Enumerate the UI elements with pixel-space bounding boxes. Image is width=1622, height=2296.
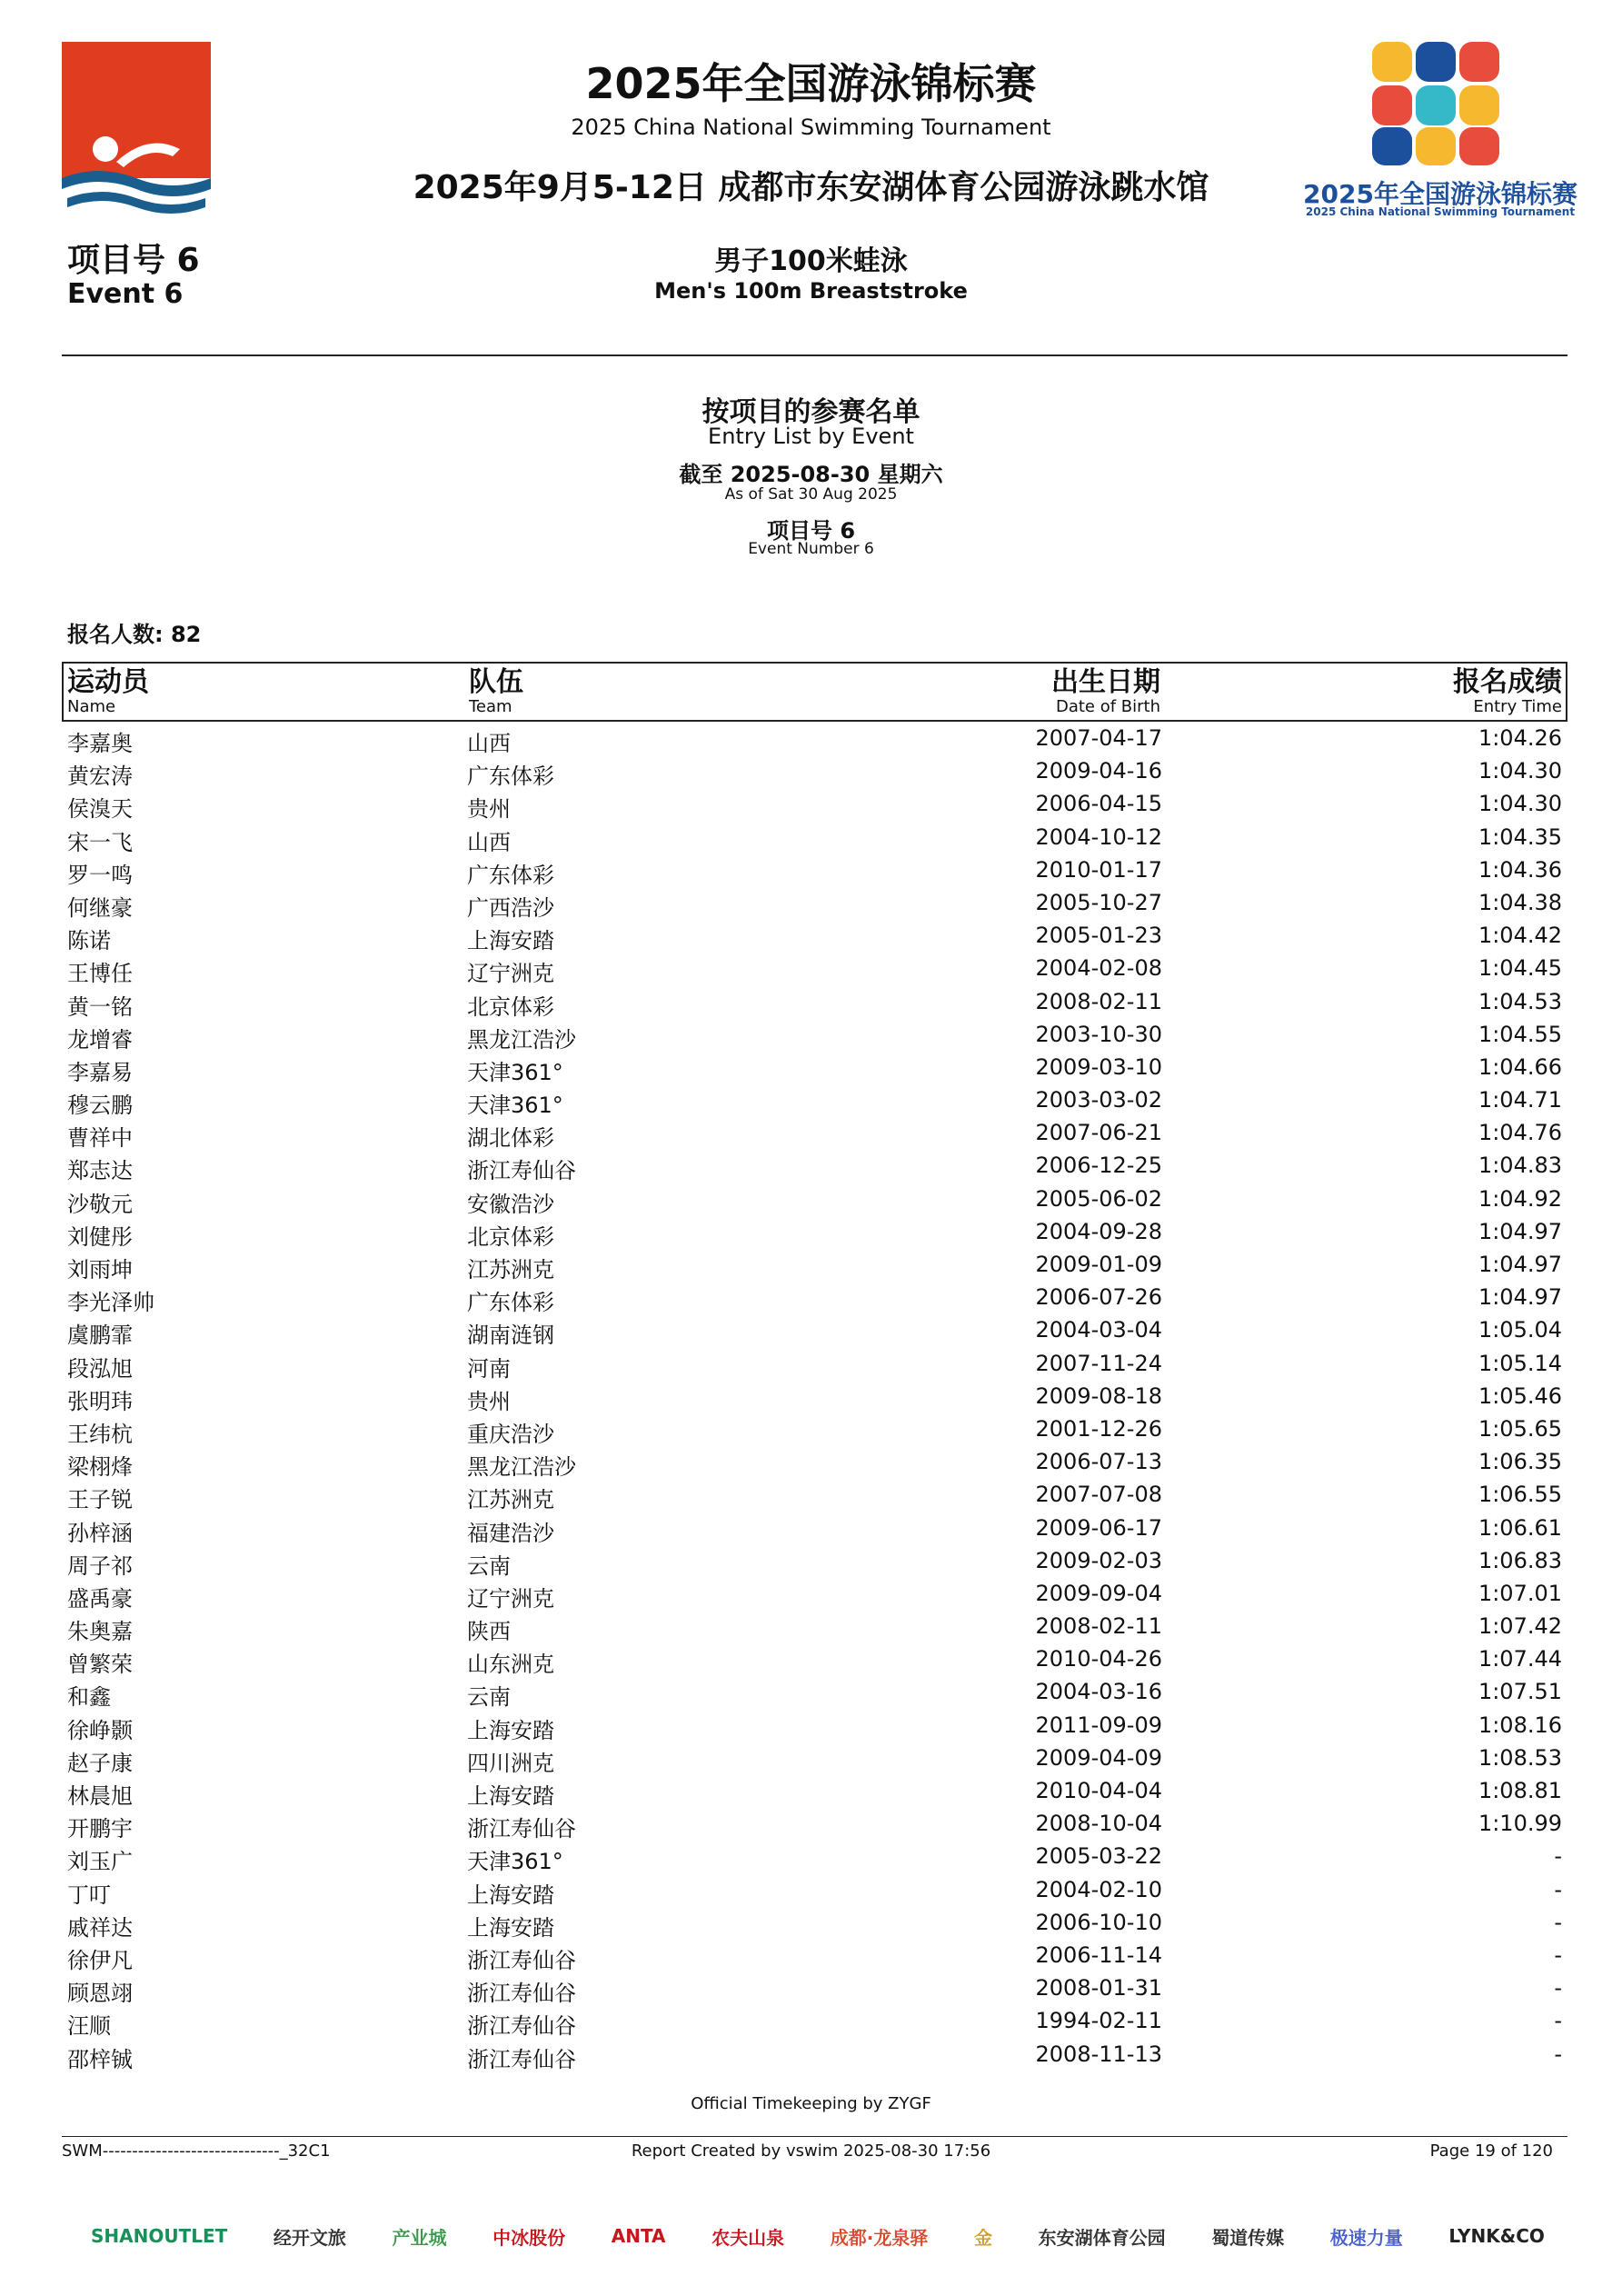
header-name-cn: 运动员 (67, 666, 149, 698)
as-of-date-cn: 截至 2025-08-30 星期六 (679, 462, 943, 487)
athlete-name: 李嘉易 (67, 1059, 133, 1085)
date-of-birth: 2004-02-10 (1035, 1876, 1162, 1902)
entry-count: 报名人数: 82 (67, 622, 202, 647)
report-created: Report Created by vswim 2025-08-30 17:56 (631, 2141, 991, 2161)
sponsor-logo: 经开文旅 (273, 2226, 346, 2249)
tournament-title-en: 2025 China National Swimming Tournament (571, 115, 1051, 140)
table-row (62, 1577, 1567, 1610)
date-of-birth: 2008-02-11 (1035, 988, 1162, 1014)
date-of-birth: 2009-04-09 (1035, 1744, 1162, 1771)
table-row (62, 1972, 1567, 2007)
team-name: 浙江寿仙谷 (467, 1947, 576, 1973)
athlete-name: 赵子康 (67, 1750, 133, 1776)
team-name: 广东体彩 (467, 764, 554, 790)
table-row (62, 1051, 1567, 1083)
athlete-name: 孙梓涵 (67, 1520, 133, 1546)
date-of-birth: 2006-11-14 (1035, 1942, 1162, 1968)
team-name: 上海安踏 (467, 1914, 554, 1941)
team-name: 天津361° (467, 1093, 563, 1119)
sponsor-logo: 成都·龙泉驿 (830, 2226, 929, 2249)
sponsor-logo: 金 (973, 2226, 992, 2249)
team-name: 四川洲克 (467, 1750, 554, 1776)
entry-time: 1:06.35 (1478, 1449, 1562, 1475)
entry-table (62, 662, 1567, 2071)
table-row (62, 1610, 1567, 1645)
table-row (62, 1675, 1567, 1711)
table-row (62, 1807, 1567, 1840)
entry-time: 1:05.46 (1478, 1383, 1562, 1409)
date-of-birth: 2004-02-08 (1035, 955, 1162, 982)
date-of-birth: 1994-02-11 (1035, 2008, 1162, 2034)
entry-time: 1:06.55 (1478, 1482, 1562, 1508)
entry-time: 1:08.53 (1478, 1744, 1562, 1771)
entry-time: 1:04.38 (1478, 889, 1562, 915)
list-title-en: Entry List by Event (708, 424, 914, 449)
date-of-birth: 2005-10-27 (1035, 889, 1162, 915)
team-name: 广西浩沙 (467, 894, 554, 921)
athlete-name: 朱奥嘉 (67, 1619, 133, 1645)
table-row (62, 1939, 1567, 1972)
date-of-birth: 2001-12-26 (1035, 1415, 1162, 1442)
athlete-name: 黄一铭 (67, 993, 133, 1020)
athlete-name: 王博任 (67, 961, 133, 987)
date-of-birth: 2010-04-26 (1035, 1646, 1162, 1672)
team-name: 上海安踏 (467, 1717, 554, 1743)
entry-time: 1:04.97 (1478, 1252, 1562, 1277)
team-name: 天津361° (467, 1849, 563, 1875)
date-of-birth: 2005-03-22 (1035, 1843, 1162, 1870)
team-name: 北京体彩 (467, 1223, 554, 1250)
entry-time: 1:05.65 (1478, 1415, 1562, 1442)
header-time-en: Entry Time (1473, 697, 1562, 716)
entry-time: - (1554, 1975, 1562, 2002)
date-of-birth: 2007-11-24 (1035, 1350, 1162, 1376)
header-entry-time (1453, 667, 1562, 716)
athlete-name: 和鑫 (67, 1684, 111, 1711)
date-of-birth: 2008-11-13 (1035, 2041, 1162, 2067)
table-row (62, 1313, 1567, 1349)
team-name: 福建浩沙 (467, 1520, 554, 1546)
table-row (62, 919, 1567, 952)
entry-time: - (1554, 2041, 1562, 2067)
sponsor-logo: SHANOUTLET (91, 2225, 228, 2247)
as-of-date-en: As of Sat 30 Aug 2025 (724, 485, 898, 504)
entry-time: 1:04.45 (1478, 955, 1562, 982)
date-of-birth: 2009-03-10 (1035, 1053, 1162, 1080)
date-of-birth: 2003-03-02 (1035, 1087, 1162, 1113)
date-of-birth: 2005-06-02 (1035, 1185, 1162, 1212)
date-of-birth: 2006-07-13 (1035, 1449, 1162, 1475)
athlete-name: 周子祁 (67, 1552, 133, 1579)
athlete-name: 邵梓铖 (67, 2046, 133, 2072)
sponsor-logo: ANTA (611, 2225, 666, 2247)
date-of-birth: 2007-07-08 (1035, 1482, 1162, 1508)
athlete-name: 林晨旭 (67, 1783, 133, 1809)
header-divider (62, 354, 1567, 356)
table-row (62, 1873, 1567, 1906)
entry-time: 1:08.81 (1478, 1778, 1562, 1803)
table-row (62, 1116, 1567, 1152)
list-title-cn: 按项目的参赛名单 (702, 396, 920, 428)
header-team-en: Team (469, 697, 512, 716)
entry-time: 1:04.26 (1478, 725, 1562, 751)
athlete-name: 沙敬元 (67, 1191, 133, 1217)
athlete-name: 李嘉奥 (67, 731, 133, 756)
table-row (62, 1281, 1567, 1316)
team-name: 浙江寿仙谷 (467, 2013, 576, 2040)
entry-time: 1:04.97 (1478, 1218, 1562, 1244)
athlete-name: 宋一飞 (67, 829, 133, 855)
timekeeping-credit: Official Timekeeping by ZYGF (691, 2094, 931, 2113)
table-row (62, 1512, 1567, 1544)
date-of-birth: 2009-08-18 (1035, 1383, 1162, 1409)
team-name: 上海安踏 (467, 1882, 554, 1908)
date-of-birth: 2009-09-04 (1035, 1580, 1162, 1606)
sponsor-strip (91, 2200, 1545, 2272)
team-name: 上海安踏 (467, 1783, 554, 1809)
team-name: 辽宁洲克 (467, 961, 554, 987)
athlete-name: 侯溴天 (67, 796, 133, 823)
team-name: 安徽浩沙 (467, 1191, 554, 1217)
table-row (62, 1380, 1567, 1413)
table-row (62, 754, 1567, 790)
athlete-name: 龙增睿 (67, 1026, 133, 1053)
entry-time: - (1554, 1876, 1562, 1902)
list-event-number-en: Event Number 6 (748, 540, 874, 558)
athlete-name: 虞鹏霏 (67, 1323, 133, 1349)
team-name: 贵州 (467, 796, 511, 823)
athlete-name: 黄宏涛 (67, 764, 133, 790)
table-body (62, 722, 1567, 2071)
team-name: 湖北体彩 (467, 1125, 554, 1152)
list-event-number-cn: 项目号 6 (766, 518, 856, 544)
table-row (62, 854, 1567, 886)
date-of-birth: 2005-01-23 (1035, 923, 1162, 949)
team-name: 云南 (467, 1552, 511, 1579)
athlete-name: 罗一鸣 (67, 862, 133, 888)
header-dob-cn: 出生日期 (1051, 666, 1160, 698)
brand-title-en: 2025 China National Swimming Tournament (1305, 205, 1576, 218)
table-row (62, 1018, 1567, 1051)
table-row (62, 1083, 1567, 1119)
event-name-cn: 男子100米蛙泳 (714, 245, 908, 277)
team-name: 黑龙江浩沙 (467, 1454, 576, 1481)
entry-time: 1:07.44 (1478, 1646, 1562, 1672)
date-of-birth: 2009-02-03 (1035, 1547, 1162, 1573)
date-of-birth: 2011-09-09 (1035, 1712, 1162, 1738)
date-of-birth: 2004-10-12 (1035, 824, 1162, 850)
table-row (62, 1183, 1567, 1215)
tournament-title-cn: 2025年全国游泳锦标赛 (585, 59, 1037, 108)
athlete-name: 顾恩翊 (67, 1981, 133, 2007)
entry-time: 1:07.01 (1478, 1580, 1562, 1606)
team-name: 河南 (467, 1355, 511, 1382)
entry-time: 1:04.97 (1478, 1284, 1562, 1311)
entry-time: 1:10.99 (1478, 1811, 1562, 1837)
team-name: 天津361° (467, 1059, 563, 1085)
date-of-birth: 2006-10-10 (1035, 1909, 1162, 1935)
athlete-name: 刘健彤 (67, 1223, 133, 1250)
table-row (62, 787, 1567, 823)
entry-time: 1:04.53 (1478, 988, 1562, 1014)
table-header (62, 662, 1567, 722)
athlete-name: 汪顺 (67, 2013, 111, 2040)
athlete-name: 李光泽帅 (67, 1290, 154, 1316)
venue-date: 2025年9月5-12日 成都市东安湖体育公园游泳跳水馆 (413, 169, 1209, 206)
date-of-birth: 2008-02-11 (1035, 1613, 1162, 1640)
footer-divider (62, 2136, 1567, 2137)
athlete-name: 丁叮 (67, 1882, 111, 1908)
athlete-name: 曹祥中 (67, 1125, 133, 1152)
athlete-name: 曾繁荣 (67, 1652, 133, 1678)
team-name: 浙江寿仙谷 (467, 1981, 576, 2007)
team-name: 辽宁洲克 (467, 1585, 554, 1612)
team-name: 重庆浩沙 (467, 1421, 554, 1447)
header-team-cn: 队伍 (469, 666, 523, 698)
entry-time: 1:05.14 (1478, 1350, 1562, 1376)
date-of-birth: 2008-01-31 (1035, 1975, 1162, 2002)
team-name: 浙江寿仙谷 (467, 1158, 576, 1184)
date-of-birth: 2010-01-17 (1035, 856, 1162, 883)
date-of-birth: 2006-12-25 (1035, 1153, 1162, 1179)
table-row (62, 1742, 1567, 1774)
header-name (67, 667, 149, 716)
entry-time: 1:04.55 (1478, 1021, 1562, 1047)
table-row (62, 1642, 1567, 1678)
entry-time: - (1554, 1909, 1562, 1935)
team-name: 江苏洲克 (467, 1257, 554, 1283)
athlete-name: 王纬杭 (67, 1421, 133, 1447)
date-of-birth: 2004-09-28 (1035, 1218, 1162, 1244)
table-row (62, 1248, 1567, 1281)
table-row (62, 1347, 1567, 1380)
date-of-birth: 2006-04-15 (1035, 791, 1162, 817)
athlete-name: 梁栩烽 (67, 1454, 133, 1481)
entry-time: 1:07.42 (1478, 1613, 1562, 1640)
table-row (62, 2038, 1567, 2071)
team-name: 广东体彩 (467, 862, 554, 888)
team-name: 山西 (467, 731, 511, 756)
tournament-logo-right (1370, 40, 1505, 167)
page-number: Page 19 of 120 (1429, 2141, 1553, 2161)
entry-time: 1:04.30 (1478, 758, 1562, 784)
table-row (62, 821, 1567, 854)
team-name: 浙江寿仙谷 (467, 1816, 576, 1842)
entry-time: 1:07.51 (1478, 1679, 1562, 1705)
athlete-name: 徐峥颢 (67, 1717, 133, 1743)
event-number-en: Event 6 (67, 278, 184, 310)
tournament-logo-left (62, 42, 211, 216)
entry-time: 1:04.83 (1478, 1153, 1562, 1179)
table-row (62, 1149, 1567, 1182)
athlete-name: 徐伊凡 (67, 1947, 133, 1973)
report-code: SWM------------------------------_32C1 (62, 2141, 331, 2161)
table-row (62, 1906, 1567, 1939)
entry-time: 1:04.76 (1478, 1120, 1562, 1146)
table-row (62, 1445, 1567, 1481)
table-row (62, 1709, 1567, 1742)
table-row (62, 952, 1567, 987)
header-time-cn: 报名成绩 (1453, 666, 1562, 698)
entry-time: 1:05.04 (1478, 1317, 1562, 1343)
sponsor-logo: 东安湖体育公园 (1038, 2226, 1166, 2249)
athlete-name: 戚祥达 (67, 1914, 133, 1941)
table-row (62, 722, 1567, 754)
date-of-birth: 2007-04-17 (1035, 725, 1162, 751)
header-dob (1051, 667, 1160, 716)
header-team (469, 667, 523, 716)
team-name: 山东洲克 (467, 1652, 554, 1678)
team-name: 贵州 (467, 1388, 511, 1414)
date-of-birth: 2009-01-09 (1035, 1252, 1162, 1277)
entry-time: - (1554, 1942, 1562, 1968)
entry-time: 1:04.30 (1478, 791, 1562, 817)
date-of-birth: 2007-06-21 (1035, 1120, 1162, 1146)
date-of-birth: 2009-06-17 (1035, 1514, 1162, 1541)
date-of-birth: 2003-10-30 (1035, 1021, 1162, 1047)
entry-time: 1:04.36 (1478, 856, 1562, 883)
date-of-birth: 2006-07-26 (1035, 1284, 1162, 1311)
table-row (62, 2004, 1567, 2040)
team-name: 北京体彩 (467, 993, 554, 1020)
team-name: 上海安踏 (467, 928, 554, 954)
athlete-name: 张明玮 (67, 1388, 133, 1414)
entry-time: 1:08.16 (1478, 1712, 1562, 1738)
athlete-name: 王子锐 (67, 1487, 133, 1513)
entry-time: 1:04.71 (1478, 1087, 1562, 1113)
entry-time: 1:04.92 (1478, 1185, 1562, 1212)
entry-time: 1:04.66 (1478, 1053, 1562, 1080)
entry-time: - (1554, 2008, 1562, 2034)
table-row (62, 1215, 1567, 1248)
team-name: 湖南涟钢 (467, 1323, 554, 1349)
brand-title-cn: 2025年全国游泳锦标赛 (1303, 179, 1577, 209)
entry-time: 1:04.35 (1478, 824, 1562, 850)
sponsor-logo: 产业城 (392, 2226, 447, 2249)
sponsor-logo: 农夫山泉 (711, 2226, 785, 2249)
team-name: 浙江寿仙谷 (467, 2046, 576, 2072)
team-name: 黑龙江浩沙 (467, 1026, 576, 1053)
table-row (62, 1478, 1567, 1511)
table-row (62, 1544, 1567, 1577)
team-name: 云南 (467, 1684, 511, 1711)
entry-time: - (1554, 1843, 1562, 1870)
entry-time: 1:04.42 (1478, 923, 1562, 949)
event-name-en: Men's 100m Breaststroke (654, 278, 968, 304)
sponsor-logo: LYNK&CO (1448, 2225, 1545, 2247)
table-row (62, 1840, 1567, 1875)
athlete-name: 郑志达 (67, 1158, 133, 1184)
table-row (62, 886, 1567, 919)
header-name-en: Name (67, 697, 116, 716)
date-of-birth: 2004-03-04 (1035, 1317, 1162, 1343)
entry-time: 1:06.83 (1478, 1547, 1562, 1573)
table-row (62, 1774, 1567, 1807)
athlete-name: 刘玉广 (67, 1849, 133, 1875)
athlete-name: 何继豪 (67, 894, 133, 921)
sponsor-logo: 蜀道传媒 (1211, 2226, 1285, 2249)
team-name: 陕西 (467, 1619, 511, 1645)
athlete-name: 陈诺 (67, 928, 111, 954)
date-of-birth: 2010-04-04 (1035, 1778, 1162, 1803)
athlete-name: 穆云鹏 (67, 1093, 133, 1119)
team-name: 山西 (467, 829, 511, 855)
athlete-name: 刘雨坤 (67, 1257, 133, 1283)
table-row (62, 985, 1567, 1018)
sponsor-logo: 中冰股份 (493, 2226, 566, 2249)
team-name: 江苏洲克 (467, 1487, 554, 1513)
date-of-birth: 2008-10-04 (1035, 1811, 1162, 1837)
entry-time: 1:06.61 (1478, 1514, 1562, 1541)
date-of-birth: 2004-03-16 (1035, 1679, 1162, 1705)
athlete-name: 段泓旭 (67, 1355, 133, 1382)
athlete-name: 盛禹豪 (67, 1585, 133, 1612)
header-dob-en: Date of Birth (1055, 697, 1160, 716)
team-name: 广东体彩 (467, 1290, 554, 1316)
table-row (62, 1413, 1567, 1445)
date-of-birth: 2009-04-16 (1035, 758, 1162, 784)
athlete-name: 开鹏宇 (67, 1816, 133, 1842)
event-number-cn: 项目号 6 (67, 242, 200, 279)
sponsor-logo: 极速力量 (1329, 2226, 1403, 2249)
